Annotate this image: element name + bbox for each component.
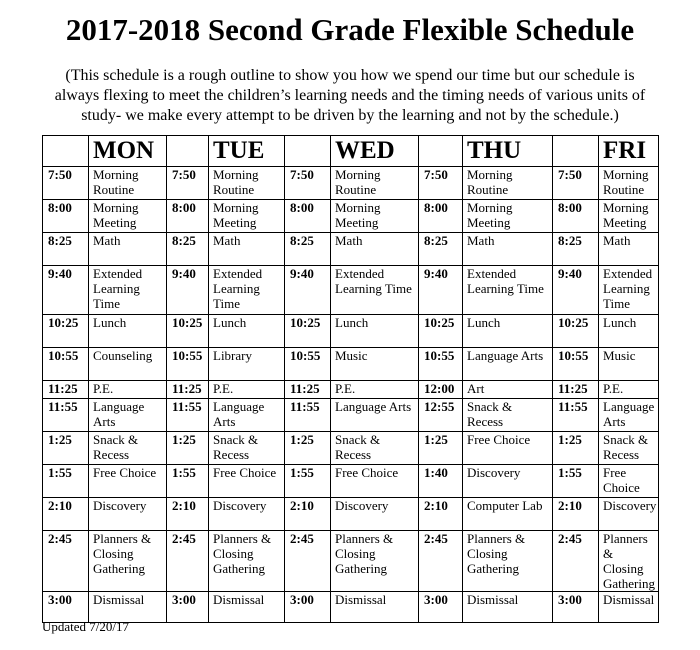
activity-cell: Extended Learning Time [89, 266, 167, 315]
time-cell: 10:25 [285, 315, 331, 348]
time-cell: 10:25 [419, 315, 463, 348]
activity-cell: Language Arts [463, 348, 553, 381]
header-spacer-cell [285, 136, 331, 167]
time-cell: 11:25 [553, 381, 599, 399]
time-cell: 10:25 [43, 315, 89, 348]
table-row [43, 315, 659, 348]
time-cell: 10:55 [285, 348, 331, 381]
activity-cell: Snack & Recess [209, 432, 285, 465]
table-row [43, 233, 659, 266]
activity-cell: Dismissal [599, 592, 659, 623]
activity-cell: Morning Meeting [89, 200, 167, 233]
time-cell: 10:25 [167, 315, 209, 348]
day-header-thu: THU [463, 136, 553, 167]
day-header-fri: FRI [599, 136, 659, 167]
activity-cell: Art [463, 381, 553, 399]
activity-cell: Library [209, 348, 285, 381]
activity-cell: Extended Learning Time [599, 266, 659, 315]
activity-cell: Morning Meeting [599, 200, 659, 233]
header-spacer-cell [167, 136, 209, 167]
time-cell: 7:50 [419, 167, 463, 200]
day-header-wed: WED [331, 136, 419, 167]
time-cell: 2:45 [167, 531, 209, 592]
time-cell: 7:50 [553, 167, 599, 200]
activity-cell: Counseling [89, 348, 167, 381]
time-cell: 7:50 [43, 167, 89, 200]
activity-cell: Math [209, 233, 285, 266]
activity-cell: Dismissal [331, 592, 419, 623]
time-cell: 3:00 [167, 592, 209, 623]
time-cell: 1:55 [553, 465, 599, 498]
table-row [43, 399, 659, 432]
time-cell: 10:55 [43, 348, 89, 381]
activity-cell: Language Arts [331, 399, 419, 432]
time-cell: 8:25 [167, 233, 209, 266]
updated-note: Updated 7/20/17 [42, 619, 130, 634]
activity-cell: Math [331, 233, 419, 266]
activity-cell: Morning Routine [331, 167, 419, 200]
activity-cell: Free Choice [463, 432, 553, 465]
table-row [43, 348, 659, 381]
time-cell: 11:55 [43, 399, 89, 432]
activity-cell: Morning Routine [89, 167, 167, 200]
activity-cell: Lunch [599, 315, 659, 348]
time-cell: 3:00 [419, 592, 463, 623]
activity-cell: Language Arts [89, 399, 167, 432]
activity-cell: Lunch [89, 315, 167, 348]
time-cell: 8:00 [285, 200, 331, 233]
time-cell: 8:25 [553, 233, 599, 266]
activity-cell: Math [89, 233, 167, 266]
activity-cell: Computer Lab [463, 498, 553, 531]
time-cell: 1:25 [553, 432, 599, 465]
activity-cell: Planners & Closing Gathering [331, 531, 419, 592]
time-cell: 2:45 [285, 531, 331, 592]
time-cell: 1:25 [419, 432, 463, 465]
time-cell: 8:00 [167, 200, 209, 233]
time-cell: 10:55 [419, 348, 463, 381]
time-cell: 9:40 [43, 266, 89, 315]
time-cell: 1:55 [285, 465, 331, 498]
time-cell: 1:25 [43, 432, 89, 465]
time-cell: 8:25 [43, 233, 89, 266]
activity-cell: P.E. [599, 381, 659, 399]
day-header-mon: MON [89, 136, 167, 167]
activity-cell: P.E. [331, 381, 419, 399]
table-row [43, 465, 659, 498]
time-cell: 11:55 [553, 399, 599, 432]
time-cell: 10:25 [553, 315, 599, 348]
page-subtitle: (This schedule is a rough outline to show you how we spend our time but our schedule is always flexing to meet the children’s learning needs and the timing needs of various units of study- we make every attempt to be driven by the learning and not by the schedule.) [54, 67, 646, 124]
time-cell: 9:40 [167, 266, 209, 315]
table-row [43, 592, 659, 623]
header-spacer-cell [43, 136, 89, 167]
activity-cell: Lunch [463, 315, 553, 348]
activity-cell: Planners & Closing Gathering [599, 531, 659, 592]
day-header-row [43, 136, 659, 167]
time-cell: 10:55 [553, 348, 599, 381]
time-cell: 12:00 [419, 381, 463, 399]
activity-cell: Morning Meeting [331, 200, 419, 233]
time-cell: 3:00 [553, 592, 599, 623]
time-cell: 8:00 [419, 200, 463, 233]
time-cell: 2:45 [419, 531, 463, 592]
time-cell: 1:25 [285, 432, 331, 465]
table-row [43, 381, 659, 399]
activity-cell: Planners & Closing Gathering [463, 531, 553, 592]
activity-cell: Extended Learning Time [209, 266, 285, 315]
schedule-table [42, 135, 659, 623]
activity-cell: Discovery [463, 465, 553, 498]
activity-cell: P.E. [89, 381, 167, 399]
activity-cell: Extended Learning Time [331, 266, 419, 315]
time-cell: 3:00 [285, 592, 331, 623]
activity-cell: Snack & Recess [331, 432, 419, 465]
table-row [43, 531, 659, 592]
activity-cell: Math [463, 233, 553, 266]
activity-cell: Free Choice [599, 465, 659, 498]
time-cell: 8:00 [43, 200, 89, 233]
time-cell: 8:25 [285, 233, 331, 266]
time-cell: 1:55 [43, 465, 89, 498]
time-cell: 10:55 [167, 348, 209, 381]
time-cell: 2:10 [553, 498, 599, 531]
time-cell: 11:25 [285, 381, 331, 399]
time-cell: 11:55 [285, 399, 331, 432]
table-row [43, 498, 659, 531]
time-cell: 9:40 [285, 266, 331, 315]
table-row [43, 200, 659, 233]
activity-cell: Dismissal [463, 592, 553, 623]
activity-cell: Free Choice [331, 465, 419, 498]
time-cell: 9:40 [553, 266, 599, 315]
time-cell: 8:25 [419, 233, 463, 266]
activity-cell: Free Choice [209, 465, 285, 498]
activity-cell: Morning Meeting [463, 200, 553, 233]
activity-cell: Lunch [209, 315, 285, 348]
activity-cell: Snack & Recess [89, 432, 167, 465]
activity-cell: Lunch [331, 315, 419, 348]
time-cell: 7:50 [167, 167, 209, 200]
time-cell: 1:25 [167, 432, 209, 465]
activity-cell: Language Arts [209, 399, 285, 432]
time-cell: 2:45 [553, 531, 599, 592]
activity-cell: Discovery [599, 498, 659, 531]
time-cell: 2:10 [167, 498, 209, 531]
activity-cell: Morning Routine [463, 167, 553, 200]
activity-cell: Planners & Closing Gathering [209, 531, 285, 592]
time-cell: 11:25 [43, 381, 89, 399]
table-row [43, 432, 659, 465]
activity-cell: P.E. [209, 381, 285, 399]
time-cell: 11:25 [167, 381, 209, 399]
time-cell: 2:10 [43, 498, 89, 531]
time-cell: 1:40 [419, 465, 463, 498]
activity-cell: Discovery [209, 498, 285, 531]
activity-cell: Extended Learning Time [463, 266, 553, 315]
time-cell: 2:10 [285, 498, 331, 531]
time-cell: 7:50 [285, 167, 331, 200]
activity-cell: Morning Routine [209, 167, 285, 200]
header-spacer-cell [419, 136, 463, 167]
activity-cell: Morning Routine [599, 167, 659, 200]
time-cell: 12:55 [419, 399, 463, 432]
time-cell: 9:40 [419, 266, 463, 315]
activity-cell: Dismissal [209, 592, 285, 623]
activity-cell: Planners & Closing Gathering [89, 531, 167, 592]
activity-cell: Morning Meeting [209, 200, 285, 233]
time-cell: 1:55 [167, 465, 209, 498]
activity-cell: Music [331, 348, 419, 381]
activity-cell: Math [599, 233, 659, 266]
activity-cell: Snack & Recess [463, 399, 553, 432]
activity-cell: Language Arts [599, 399, 659, 432]
table-row [43, 266, 659, 315]
activity-cell: Discovery [89, 498, 167, 531]
activity-cell: Dismissal [89, 592, 167, 623]
time-cell: 2:10 [419, 498, 463, 531]
time-cell: 8:00 [553, 200, 599, 233]
day-header-tue: TUE [209, 136, 285, 167]
activity-cell: Discovery [331, 498, 419, 531]
activity-cell: Free Choice [89, 465, 167, 498]
time-cell: 3:00 [43, 592, 89, 623]
page-title: 2017-2018 Second Grade Flexible Schedule [65, 12, 635, 47]
header-spacer-cell [553, 136, 599, 167]
table-row [43, 167, 659, 200]
time-cell: 2:45 [43, 531, 89, 592]
activity-cell: Music [599, 348, 659, 381]
activity-cell: Snack & Recess [599, 432, 659, 465]
time-cell: 11:55 [167, 399, 209, 432]
